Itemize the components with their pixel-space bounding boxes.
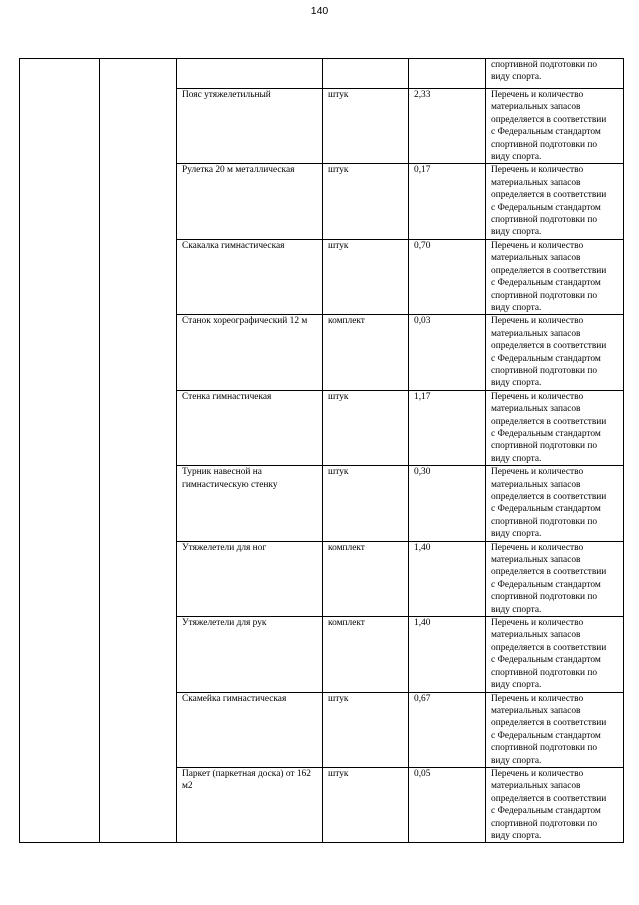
- note-line: спортивной подготовки по: [491, 365, 598, 376]
- note-cell: [486, 315, 624, 390]
- qty-cell: 1,17: [409, 390, 486, 465]
- note-line: материальных запасов: [491, 630, 581, 641]
- note-line: виду спорта.: [491, 152, 542, 163]
- note-line: виду спорта.: [491, 227, 542, 238]
- name-cell: Станок хореографический 12 м: [177, 315, 323, 390]
- note-line: Перечень и количество: [491, 90, 584, 100]
- note-line: Перечень и количество: [491, 316, 584, 327]
- note-line: определяется в соответствии: [491, 642, 607, 653]
- note-line: определяется в соответствии: [491, 718, 607, 729]
- note-line: спортивной подготовки по: [491, 441, 598, 452]
- qty-cell: 0,30: [409, 466, 486, 541]
- note-line: определяется в соответствии: [491, 190, 607, 201]
- name-cell: Стенка гимнастичекая: [177, 390, 323, 465]
- note-line: виду спорта.: [491, 755, 542, 766]
- table-row-continued: [20, 59, 624, 89]
- note-line: спортивной подготовки по: [491, 667, 598, 678]
- note-line: виду спорта.: [491, 378, 542, 389]
- unit-cell: комплект: [323, 617, 409, 692]
- note-line: с Федеральным стандартом: [491, 806, 601, 817]
- note-line: материальных запасов: [491, 705, 581, 716]
- note-cell: [486, 541, 624, 616]
- note-line: материальных запасов: [491, 177, 581, 188]
- note-line: материальных запасов: [491, 404, 581, 415]
- name-cell: Пояс утяжелетильный: [177, 89, 323, 164]
- note-line: виду спорта.: [491, 604, 542, 615]
- note-line: спортивной подготовки по: [491, 743, 598, 754]
- unit-cell: комплект: [323, 315, 409, 390]
- name-cell: Утяжелетели для рук: [177, 617, 323, 692]
- note-line: спортивной подготовки по: [491, 139, 598, 150]
- qty-cell: 1,40: [409, 541, 486, 616]
- note-line: определяется в соответствии: [491, 793, 607, 804]
- note-line: с Федеральным стандартом: [491, 655, 601, 666]
- note-line: виду спорта.: [491, 529, 542, 540]
- note-cell: [486, 89, 624, 164]
- qty-cell: 0,17: [409, 164, 486, 239]
- note-line: виду спорта.: [491, 680, 542, 691]
- qty-cell: [409, 59, 486, 89]
- qty-cell: 0,05: [409, 767, 486, 842]
- unit-cell: штук: [323, 164, 409, 239]
- unit-cell: штук: [323, 767, 409, 842]
- note-line: виду спорта.: [491, 830, 542, 841]
- note-line: с Федеральным стандартом: [491, 278, 601, 289]
- note-line: с Федеральным стандартом: [491, 504, 601, 515]
- note-line: материальных запасов: [491, 102, 581, 113]
- note-line: Перечень и количество: [491, 618, 584, 629]
- name-cell: Скамейка гимнастическая: [177, 692, 323, 767]
- name-cell: Скакалка гимнастическая: [177, 239, 323, 314]
- note-line: материальных запасов: [491, 781, 581, 792]
- unit-cell: штук: [323, 390, 409, 465]
- note-line: материальных запасов: [491, 253, 581, 264]
- note-line: определяется в соответствии: [491, 492, 607, 502]
- unit-cell: штук: [323, 466, 409, 541]
- note-line: определяется в соответствии: [491, 567, 607, 578]
- name-cell: Рулетка 20 м металлическая: [177, 164, 323, 239]
- note-line: с Федеральным стандартом: [491, 730, 601, 741]
- note-cell: [486, 692, 624, 767]
- note-line: спортивной подготовки по: [491, 60, 598, 70]
- note-line: спортивной подготовки по: [491, 818, 598, 829]
- note-line: определяется в соответствии: [491, 265, 607, 276]
- name-cell: Паркет (паркетная доска) от 162 м2: [177, 767, 323, 842]
- note-line: спортивной подготовки по: [491, 215, 598, 226]
- unit-cell: комплект: [323, 541, 409, 616]
- name-cell: Утяжелетели для ног: [177, 541, 323, 616]
- note-cell: [486, 466, 624, 541]
- page-number: 140: [310, 5, 329, 17]
- note-line: с Федеральным стандартом: [491, 428, 601, 439]
- note-line: определяется в соответствии: [491, 341, 607, 352]
- note-line: виду спорта.: [491, 72, 542, 83]
- note-line: определяется в соответствии: [491, 114, 607, 125]
- note-line: Перечень и количество: [491, 240, 584, 251]
- merged-cell-col2: [100, 59, 177, 843]
- note-line: виду спорта.: [491, 453, 542, 464]
- note-line: Перечень и количество: [491, 542, 584, 553]
- name-cell: Турник навесной на гимнастическую стенку: [177, 466, 323, 541]
- unit-cell: [323, 59, 409, 89]
- note-line: материальных запасов: [491, 328, 581, 339]
- note-line: с Федеральным стандартом: [491, 579, 601, 590]
- qty-cell: 0,67: [409, 692, 486, 767]
- note-line: спортивной подготовки по: [491, 290, 598, 301]
- note-cell: [486, 767, 624, 842]
- note-cell: [486, 239, 624, 314]
- note-line: с Федеральным стандартом: [491, 127, 601, 138]
- note-line: определяется в соответствии: [491, 416, 607, 427]
- equipment-table: [19, 58, 624, 843]
- unit-cell: штук: [323, 89, 409, 164]
- note-line: материальных запасов: [491, 555, 581, 566]
- note-cell: [486, 59, 624, 89]
- unit-cell: штук: [323, 692, 409, 767]
- note-cell: [486, 617, 624, 692]
- note-line: виду спорта.: [491, 302, 542, 313]
- note-line: Перечень и количество: [491, 768, 584, 779]
- note-cell: [486, 164, 624, 239]
- qty-cell: 0,03: [409, 315, 486, 390]
- note-cell: [486, 390, 624, 465]
- qty-cell: 0,70: [409, 239, 486, 314]
- note-line: с Федеральным стандартом: [491, 202, 601, 213]
- name-cell: [177, 59, 323, 89]
- unit-cell: штук: [323, 239, 409, 314]
- note-line: Перечень и количество: [491, 391, 584, 402]
- qty-cell: 2,33: [409, 89, 486, 164]
- qty-cell: 1,40: [409, 617, 486, 692]
- merged-cell-col1: [20, 59, 100, 843]
- note-line: спортивной подготовки по: [491, 592, 598, 603]
- note-line: Перечень и количество: [491, 467, 584, 478]
- note-line: Перечень и количество: [491, 693, 584, 704]
- note-line: с Федеральным стандартом: [491, 353, 601, 364]
- note-line: спортивной подготовки по: [491, 516, 598, 527]
- note-line: материальных запасов: [491, 479, 581, 490]
- note-line: Перечень и количество: [491, 165, 584, 176]
